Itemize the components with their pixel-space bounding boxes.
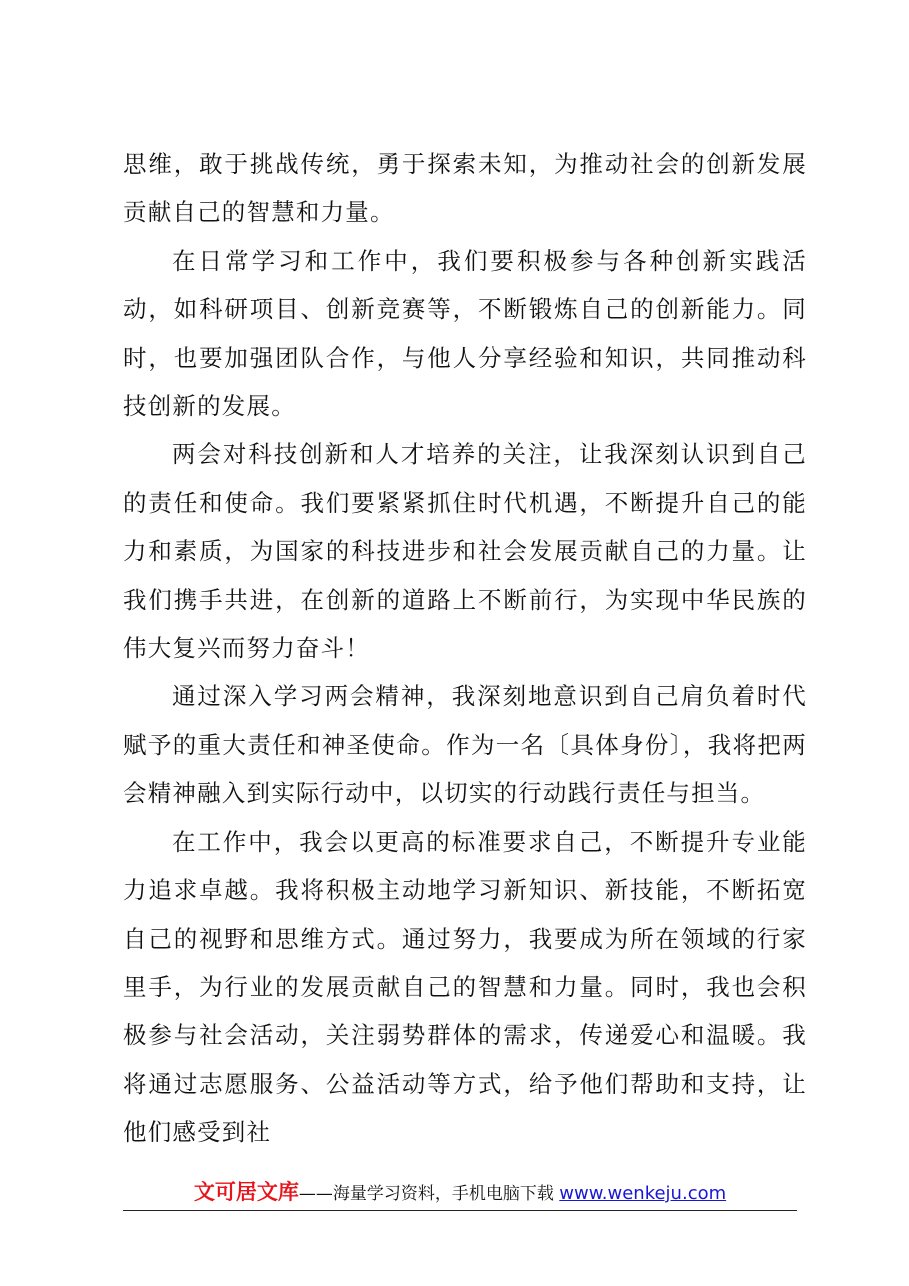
paragraph-4: 通过深入学习两会精神，我深刻地意识到自己肩负着时代赋予的重大责任和神圣使命。作为一名〔具体身份〕，我将把两会精神融入到实际行动中，以切实的行动践行责任与担当。 [123, 682, 807, 808]
footer-divider [123, 1210, 797, 1211]
paragraph-5: 在工作中，我会以更高的标准要求自己，不断提升专业能力追求卓越。我将积极主动地学习新知识、新技能，不断拓宽自己的视野和思维方式。通过努力，我要成为所在领域的行家里手，为行业的发展贡献自己的智慧和力量。同时，我也会积极参与社会活动，关注弱势群体的需求，传递爱心和温暖。我将通过志愿服务、公益活动等方式，给予他们帮助和支持，让他们感受到社 [123, 827, 807, 1147]
paragraph-2: 在日常学习和工作中，我们要积极参与各种创新实践活动，如科研项目、创新竞赛等，不断锻炼自己的创新能力。同时，也要加强团队合作，与他人分享经验和知识，共同推动科技创新的发展。 [123, 246, 807, 421]
footer-url-link[interactable]: www.wenkeju.com [559, 1183, 727, 1204]
footer-brand: 文可居文库 [193, 1180, 299, 1204]
paragraph-1: 思维，敢于挑战传统，勇于探索未知，为推动社会的创新发展贡献自己的智慧和力量。 [123, 150, 807, 227]
paragraph-3: 两会对科技创新和人才培养的关注，让我深刻认识到自己的责任和使命。我们要紧紧抓住时代机遇，不断提升自己的能力和素质，为国家的科技进步和社会发展贡献自己的力量。让我们携手共进，在创新的道路上不断前行，为实现中华民族的伟大复兴而努力奋斗！ [123, 440, 807, 663]
body-text [123, 140, 807, 1157]
footer-tagline: ——海量学习资料，手机电脑下载 [298, 1184, 554, 1204]
page-footer [123, 1180, 797, 1206]
